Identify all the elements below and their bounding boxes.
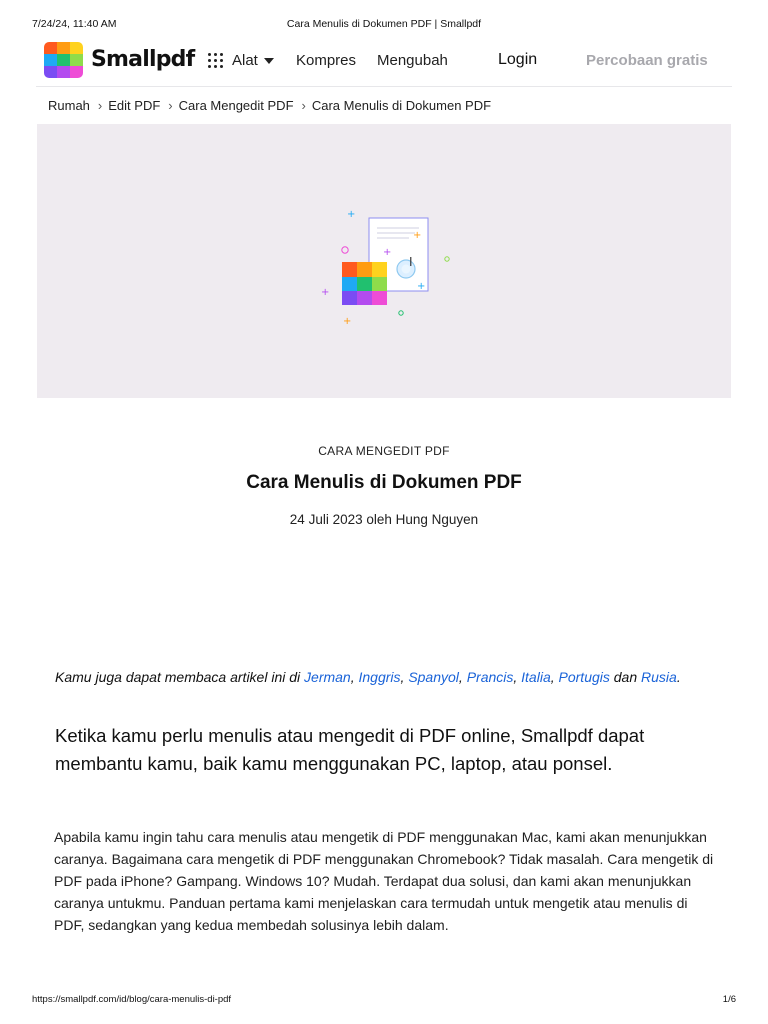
free-trial-link[interactable]: Percobaan gratis bbox=[586, 52, 708, 69]
language-links: Kamu juga dapat membaca artikel ini di Jerman, Inggris, Spanyol, Prancis, Italia, Portugis dan Rusia. bbox=[55, 669, 681, 685]
print-page-number: 1/6 bbox=[722, 994, 736, 1005]
article-byline: 24 Juli 2023 oleh Hung Nguyen bbox=[289, 512, 479, 527]
logo-tile bbox=[44, 66, 57, 78]
lang-link-german[interactable]: Jerman bbox=[304, 669, 351, 685]
chevron-right-icon: › bbox=[301, 98, 306, 113]
breadcrumb-current: Cara Menulis di Dokumen PDF bbox=[311, 98, 492, 113]
article-category[interactable]: CARA MENGEDIT PDF bbox=[318, 444, 450, 458]
smallpdf-color-grid bbox=[342, 262, 387, 305]
print-page-title: Cara Menulis di Dokumen PDF | Smallpdf bbox=[286, 18, 482, 30]
chevron-right-icon: › bbox=[97, 98, 103, 113]
print-datetime: 7/24/24, 11:40 AM bbox=[32, 18, 117, 30]
logo-tile bbox=[44, 42, 57, 54]
svg-text:+: + bbox=[347, 209, 356, 220]
hero-illustration bbox=[37, 124, 731, 398]
print-header bbox=[0, 18, 768, 32]
lang-link-french[interactable]: Prancis bbox=[466, 669, 514, 685]
smallpdf-logo-icon[interactable] bbox=[44, 42, 83, 78]
lang-link-english[interactable]: Inggris bbox=[358, 669, 401, 685]
svg-text:+: + bbox=[417, 281, 426, 292]
breadcrumb-how-to-edit[interactable]: Cara Mengedit PDF bbox=[178, 98, 294, 113]
nav-compress[interactable]: Kompres bbox=[296, 52, 357, 69]
navbar bbox=[36, 38, 732, 87]
logo-tile bbox=[44, 54, 57, 66]
article-body-paragraph: Apabila kamu ingin tahu cara menulis atau mengetik di PDF menggunakan Mac, kami akan menunjukkan caranya. Bagaimana cara mengetik di PDF menggunakan Chromebook? Tidak masalah. Cara mengetik di PDF pada iPhone? Gampang. Windows 10? Mudah. Terdapat dua solusi, dan kami akan menunjukkan caranya untukmu. Panduan pertama kami menjelaskan cara termudah untuk mengetik atau menulis di PDF, sedangkan yang kedua membedah solusinya lebih dalam. bbox=[54, 829, 714, 933]
breadcrumb-edit-pdf[interactable]: Edit PDF bbox=[108, 98, 161, 113]
nav-tools[interactable]: Alat bbox=[232, 52, 258, 69]
login-link[interactable]: Login bbox=[498, 51, 538, 68]
lang-link-spanish[interactable]: Spanyol bbox=[408, 669, 459, 685]
logo-tile bbox=[70, 54, 83, 66]
text-cursor-icon: I bbox=[409, 255, 413, 269]
also-read-and: dan bbox=[609, 669, 642, 685]
chevron-down-icon[interactable] bbox=[264, 58, 274, 64]
breadcrumb-home[interactable]: Rumah bbox=[48, 98, 90, 113]
lang-link-russian[interactable]: Rusia bbox=[641, 669, 677, 685]
svg-text:+: + bbox=[413, 230, 422, 241]
lang-link-portuguese[interactable]: Portugis bbox=[558, 669, 610, 685]
svg-text:+: + bbox=[321, 287, 330, 298]
article-title: Cara Menulis di Dokumen PDF bbox=[246, 472, 522, 493]
logo-tile bbox=[57, 42, 70, 54]
svg-text:+: + bbox=[343, 316, 352, 327]
apps-grid-icon[interactable] bbox=[208, 53, 223, 68]
logo-tile bbox=[57, 66, 70, 78]
logo-tile bbox=[70, 42, 83, 54]
lang-link-italian[interactable]: Italia bbox=[521, 669, 551, 685]
logo-tile bbox=[57, 54, 70, 66]
print-url: https://smallpdf.com/id/blog/cara-menulis-di-pdf bbox=[32, 994, 232, 1005]
svg-text:+: + bbox=[383, 247, 392, 258]
edit-pdf-illustration bbox=[37, 124, 731, 398]
article-lead: Ketika kamu perlu menulis atau mengedit di PDF online, Smallpdf dapat membantu kamu, baik kamu menggunakan PC, laptop, atau ponsel. bbox=[55, 725, 645, 774]
chevron-right-icon: › bbox=[168, 98, 173, 113]
nav-convert[interactable]: Mengubah bbox=[377, 52, 448, 69]
logo-tile bbox=[70, 66, 83, 78]
brand-name[interactable]: Smallpdf bbox=[91, 47, 195, 72]
also-read-prefix: Kamu juga dapat membaca artikel ini di bbox=[55, 669, 305, 685]
breadcrumb bbox=[48, 98, 491, 113]
